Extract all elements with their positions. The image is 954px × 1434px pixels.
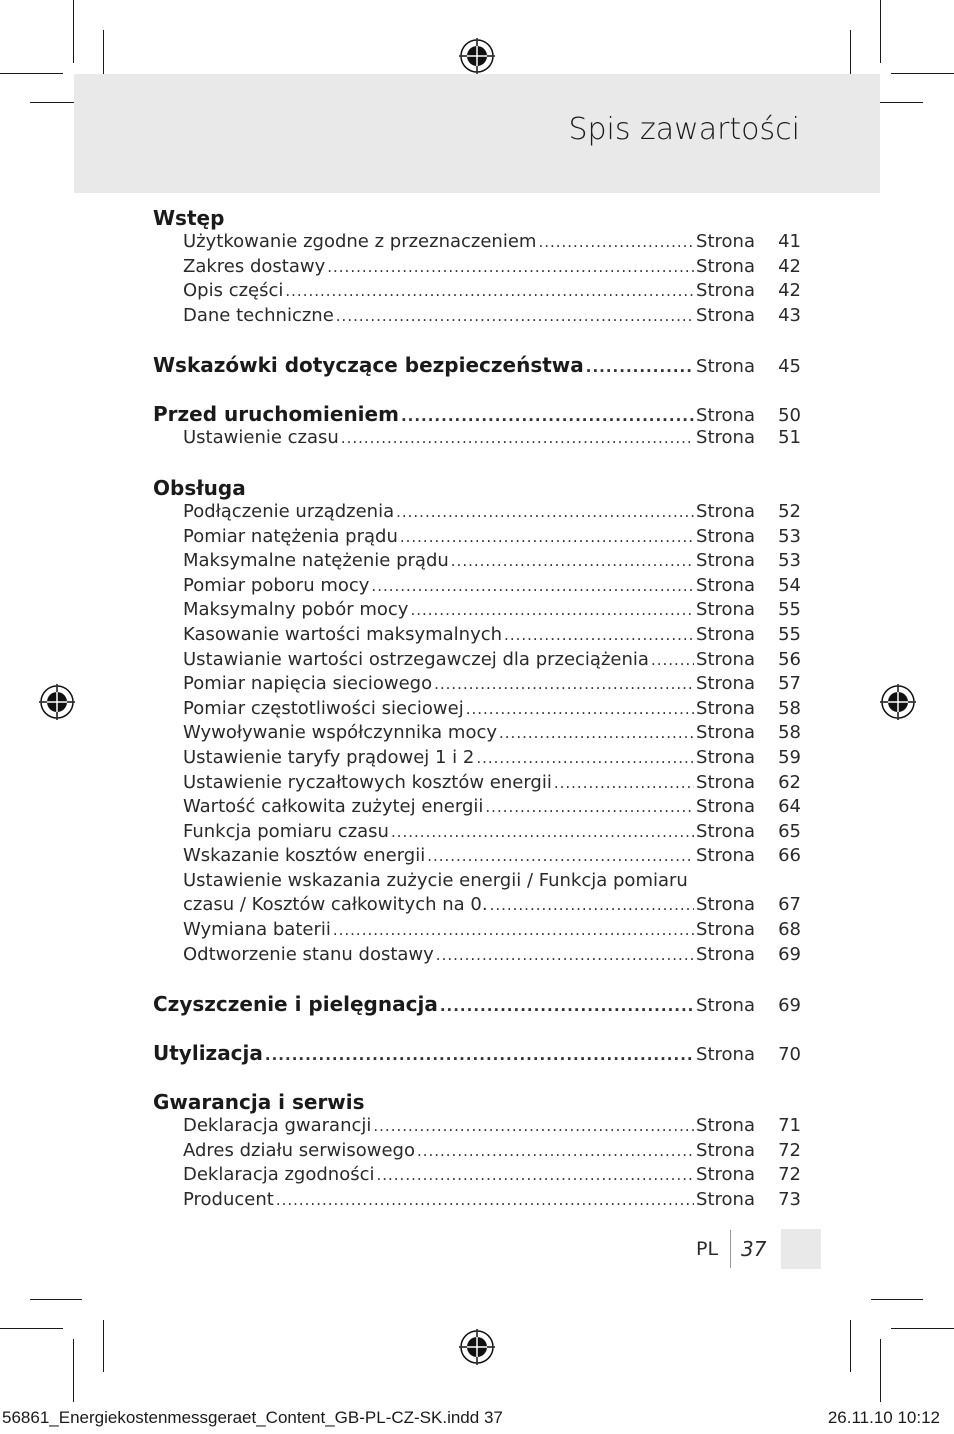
- toc-page-word: Strona: [696, 231, 755, 252]
- toc-page-word: Strona: [696, 304, 755, 326]
- toc-leader-dots: [333, 921, 694, 939]
- crop-mark: [0, 1328, 63, 1329]
- toc-leader-dots: [336, 307, 694, 325]
- toc-leader-dots: [265, 1046, 694, 1064]
- toc-section-heading: [153, 353, 801, 378]
- toc-section-heading: [153, 992, 801, 1017]
- toc-entry: [153, 845, 801, 870]
- toc-leader-dots: [391, 823, 694, 841]
- toc-page-word: Strona: [696, 525, 755, 547]
- footer-tab: [781, 1229, 821, 1269]
- toc-page-word: Strona: [696, 697, 755, 719]
- toc-entry-label: Wywoływanie współczynnika mocy: [183, 722, 498, 744]
- toc-page-word: Strona: [696, 623, 755, 645]
- print-slug-date: 26.11.10 10:12: [827, 1408, 940, 1427]
- toc-entry: [153, 747, 801, 772]
- toc-entry-continuation: [153, 894, 801, 919]
- toc-entry: [153, 256, 801, 281]
- toc-leader-dots: [276, 1191, 694, 1209]
- crop-mark: [73, 1339, 74, 1402]
- toc-section-title: Obsługa: [153, 475, 246, 500]
- toc-page-number: 42: [778, 280, 801, 302]
- crop-mark: [30, 1299, 82, 1300]
- toc-entry: [153, 427, 801, 452]
- toc-section-title: Utylizacja: [153, 1041, 263, 1066]
- toc-entry: [153, 575, 801, 600]
- toc-page-number: 62: [778, 771, 801, 793]
- toc-entry: [153, 673, 801, 698]
- toc-entry-label: Wskazanie kosztów energii: [183, 845, 426, 867]
- crop-mark: [891, 1328, 954, 1329]
- toc-leader-dots: [651, 651, 694, 669]
- registration-mark-icon: [39, 684, 75, 720]
- registration-mark-icon: [459, 38, 495, 74]
- toc-entry: [153, 624, 801, 649]
- toc-entry: [153, 1189, 801, 1214]
- registration-mark-icon: [880, 684, 916, 720]
- toc-entry-label: Dane techniczne: [183, 304, 334, 326]
- toc-entry: [153, 501, 801, 526]
- toc-leader-dots: [504, 626, 694, 644]
- toc-leader-dots: [451, 552, 694, 570]
- toc-page-number: 72: [778, 1139, 801, 1161]
- toc-entry-label: Deklaracja zgodności: [183, 1164, 375, 1186]
- toc-section: [153, 476, 801, 968]
- toc-entry: [153, 231, 801, 256]
- toc-entry: [153, 1115, 801, 1140]
- toc-entry: [153, 599, 801, 624]
- footer-divider: [730, 1230, 731, 1268]
- crop-mark: [880, 1339, 881, 1402]
- toc-section-title: Przed uruchomieniem: [153, 402, 399, 427]
- toc-page-number: 64: [778, 796, 801, 818]
- toc-leader-dots: [554, 774, 694, 792]
- toc-page-word: Strona: [696, 574, 755, 596]
- toc-page-word: Strona: [696, 796, 755, 818]
- toc-section-heading: [153, 1090, 801, 1115]
- toc-entry-label: Wartość całkowita zużytej energii: [183, 796, 484, 818]
- toc-leader-dots: [371, 577, 694, 595]
- toc-leader-dots: [410, 601, 694, 619]
- toc-leader-dots: [485, 798, 694, 816]
- toc-entry: [153, 870, 801, 895]
- toc-leader-dots: [417, 1142, 694, 1160]
- toc-section-heading: [153, 476, 801, 501]
- toc-page-word: Strona: [696, 820, 755, 842]
- toc-section-title: Gwarancja i serwis: [153, 1090, 365, 1115]
- toc-entry-label: Zakres dostawy: [183, 255, 326, 277]
- toc-entry: [153, 305, 801, 330]
- toc-page-number: 43: [778, 304, 801, 326]
- toc-page-word: Strona: [696, 648, 755, 670]
- toc-entry: [153, 821, 801, 846]
- toc-page-word: Strona: [696, 845, 755, 867]
- toc-leader-dots: [376, 1166, 694, 1184]
- toc-page-number: 53: [778, 525, 801, 547]
- toc-entry: [153, 919, 801, 944]
- toc-entry-label: Podłączenie urządzenia: [183, 500, 395, 522]
- toc-page-word: Strona: [696, 1044, 755, 1066]
- toc-page-number: 52: [778, 500, 801, 522]
- toc-entry-label: Pomiar natężenia prądu: [183, 525, 398, 547]
- toc-page-number: 53: [778, 550, 801, 572]
- toc-entry-label: Pomiar poboru mocy: [183, 574, 370, 596]
- toc-entry-label: Ustawienie czasu: [183, 427, 339, 449]
- toc-page-number: 55: [778, 623, 801, 645]
- toc-section-title: Wskazówki dotyczące bezpieczeństwa: [153, 353, 584, 378]
- toc-leader-dots: [538, 233, 694, 251]
- toc-leader-dots: [586, 358, 694, 376]
- toc-leader-dots: [341, 429, 694, 447]
- toc-page-word: Strona: [696, 746, 755, 768]
- toc-page-word: Strona: [696, 550, 755, 572]
- toc-entry-label: Pomiar częstotliwości sieciowej: [183, 697, 464, 719]
- toc-leader-dots: [373, 1117, 694, 1135]
- toc-page-word: Strona: [696, 894, 755, 916]
- toc-entry-label: Wymiana baterii: [183, 919, 331, 941]
- toc-page-number: 58: [778, 722, 801, 744]
- toc-page-number: 69: [778, 943, 801, 965]
- toc-section: [153, 353, 801, 378]
- toc-page-number: 65: [778, 820, 801, 842]
- toc-leader-dots: [499, 724, 694, 742]
- toc-entry: [153, 722, 801, 747]
- toc-page-number: 42: [778, 255, 801, 277]
- header-band: [74, 74, 880, 193]
- toc-page-number: 59: [778, 746, 801, 768]
- toc-entry: [153, 526, 801, 551]
- toc-leader-dots: [490, 896, 694, 914]
- toc-leader-dots: [434, 675, 694, 693]
- toc-leader-dots: [396, 503, 694, 521]
- toc-section-title: Czyszczenie i pielęgnacja: [153, 992, 438, 1017]
- crop-mark: [850, 1320, 851, 1372]
- toc-section: [153, 992, 801, 1017]
- registration-mark-icon: [459, 1329, 495, 1365]
- toc-page-word: Strona: [696, 1164, 755, 1186]
- toc-section: [153, 1041, 801, 1066]
- toc-entry: [153, 944, 801, 969]
- crop-mark: [871, 1299, 923, 1300]
- toc-leader-dots: [440, 997, 694, 1015]
- toc-entry-label: Pomiar napięcia sieciowego: [183, 673, 433, 695]
- toc-page-number: 56: [778, 648, 801, 670]
- toc-entry-label: Ustawienie wskazania zużycie energii / Funkcja pomiaru: [183, 869, 688, 891]
- toc-entry-label: Funkcja pomiaru czasu: [183, 820, 389, 842]
- toc-leader-dots: [285, 282, 694, 300]
- toc-section: [153, 1090, 801, 1213]
- toc-page-number: 68: [778, 919, 801, 941]
- toc-entry-label: Ustawienie taryfy prądowej 1 i 2: [183, 746, 475, 768]
- toc-leader-dots: [476, 749, 694, 767]
- toc-entry-label: Deklaracja gwarancji: [183, 1115, 372, 1137]
- toc-entry: [153, 1140, 801, 1165]
- toc-page-word: Strona: [696, 1189, 755, 1211]
- toc-entry: [153, 1164, 801, 1189]
- toc-page-word: Strona: [696, 255, 755, 277]
- crop-mark: [0, 73, 63, 74]
- toc-leader-dots: [427, 847, 694, 865]
- footer-page-number: 37: [741, 1237, 767, 1261]
- toc-entry-label: czasu / Kosztów całkowitych na 0.: [183, 894, 488, 916]
- toc-page-number: 50: [778, 405, 801, 427]
- toc-entry-label: Użytkowanie zgodne z przeznaczeniem: [183, 231, 537, 252]
- toc-entry: [153, 796, 801, 821]
- toc-page-number: 66: [778, 845, 801, 867]
- crop-mark: [891, 73, 954, 74]
- toc-leader-dots: [327, 258, 694, 276]
- toc-page-number: 73: [778, 1189, 801, 1211]
- toc-entry-label: Opis części: [183, 280, 284, 302]
- toc-page-number: 58: [778, 697, 801, 719]
- toc-page-number: 67: [778, 894, 801, 916]
- toc-page-number: 55: [778, 599, 801, 621]
- toc-page-word: Strona: [696, 280, 755, 302]
- table-of-contents: [153, 206, 801, 1238]
- toc-entry-label: Producent: [183, 1189, 274, 1211]
- toc-entry: [153, 280, 801, 305]
- toc-page-number: 69: [778, 995, 801, 1017]
- toc-entry-label: Odtworzenie stanu dostawy: [183, 943, 434, 965]
- toc-page-number: 41: [778, 231, 801, 252]
- toc-page-number: 54: [778, 574, 801, 596]
- crop-mark: [73, 0, 74, 63]
- toc-entry-label: Ustawienie ryczałtowych kosztów energii: [183, 771, 552, 793]
- toc-page-word: Strona: [696, 771, 755, 793]
- toc-page-number: 71: [778, 1115, 801, 1137]
- toc-leader-dots: [466, 700, 694, 718]
- toc-page-word: Strona: [696, 1115, 755, 1137]
- toc-page-word: Strona: [696, 673, 755, 695]
- toc-page-number: 72: [778, 1164, 801, 1186]
- toc-page-word: Strona: [696, 1139, 755, 1161]
- page-title: Spis zawartości: [568, 112, 800, 147]
- toc-page-number: 70: [778, 1044, 801, 1066]
- toc-page-word: Strona: [696, 405, 755, 427]
- toc-page-word: Strona: [696, 599, 755, 621]
- toc-entry-label: Maksymalny pobór mocy: [183, 599, 409, 621]
- toc-entry: [153, 649, 801, 674]
- toc-page-number: 45: [778, 356, 801, 378]
- toc-entry: [153, 698, 801, 723]
- toc-page-word: Strona: [696, 722, 755, 744]
- toc-entry-label: Adres działu serwisowego: [183, 1139, 415, 1161]
- toc-page-word: Strona: [696, 995, 755, 1017]
- toc-page-word: Strona: [696, 500, 755, 522]
- toc-entry-label: Maksymalne natężenie prądu: [183, 550, 449, 572]
- toc-page-word: Strona: [696, 919, 755, 941]
- toc-section: [153, 402, 801, 452]
- print-slug-file: 56861_Energiekostenmessgeraet_Content_GB-PL-CZ-SK.indd 37: [2, 1408, 503, 1427]
- crop-mark: [103, 1320, 104, 1372]
- toc-page-word: Strona: [696, 356, 755, 378]
- toc-section-heading: [153, 206, 801, 231]
- toc-section: [153, 206, 801, 329]
- toc-leader-dots: [436, 946, 694, 964]
- toc-leader-dots: [400, 528, 694, 546]
- toc-page-word: Strona: [696, 427, 755, 449]
- toc-entry: [153, 550, 801, 575]
- toc-section-title: Wstęp: [153, 206, 225, 230]
- toc-section-heading: [153, 1041, 801, 1066]
- toc-entry: [153, 772, 801, 797]
- toc-entry-label: Kasowanie wartości maksymalnych: [183, 623, 503, 645]
- toc-page-number: 57: [778, 673, 801, 695]
- toc-section-heading: [153, 402, 801, 427]
- toc-page-number: 51: [778, 427, 801, 449]
- toc-leader-dots: [401, 407, 694, 425]
- footer-language: PL: [696, 1238, 719, 1260]
- crop-mark: [880, 0, 881, 63]
- toc-page-word: Strona: [696, 943, 755, 965]
- toc-entry-label: Ustawianie wartości ostrzegawczej dla przeciążenia: [183, 648, 649, 670]
